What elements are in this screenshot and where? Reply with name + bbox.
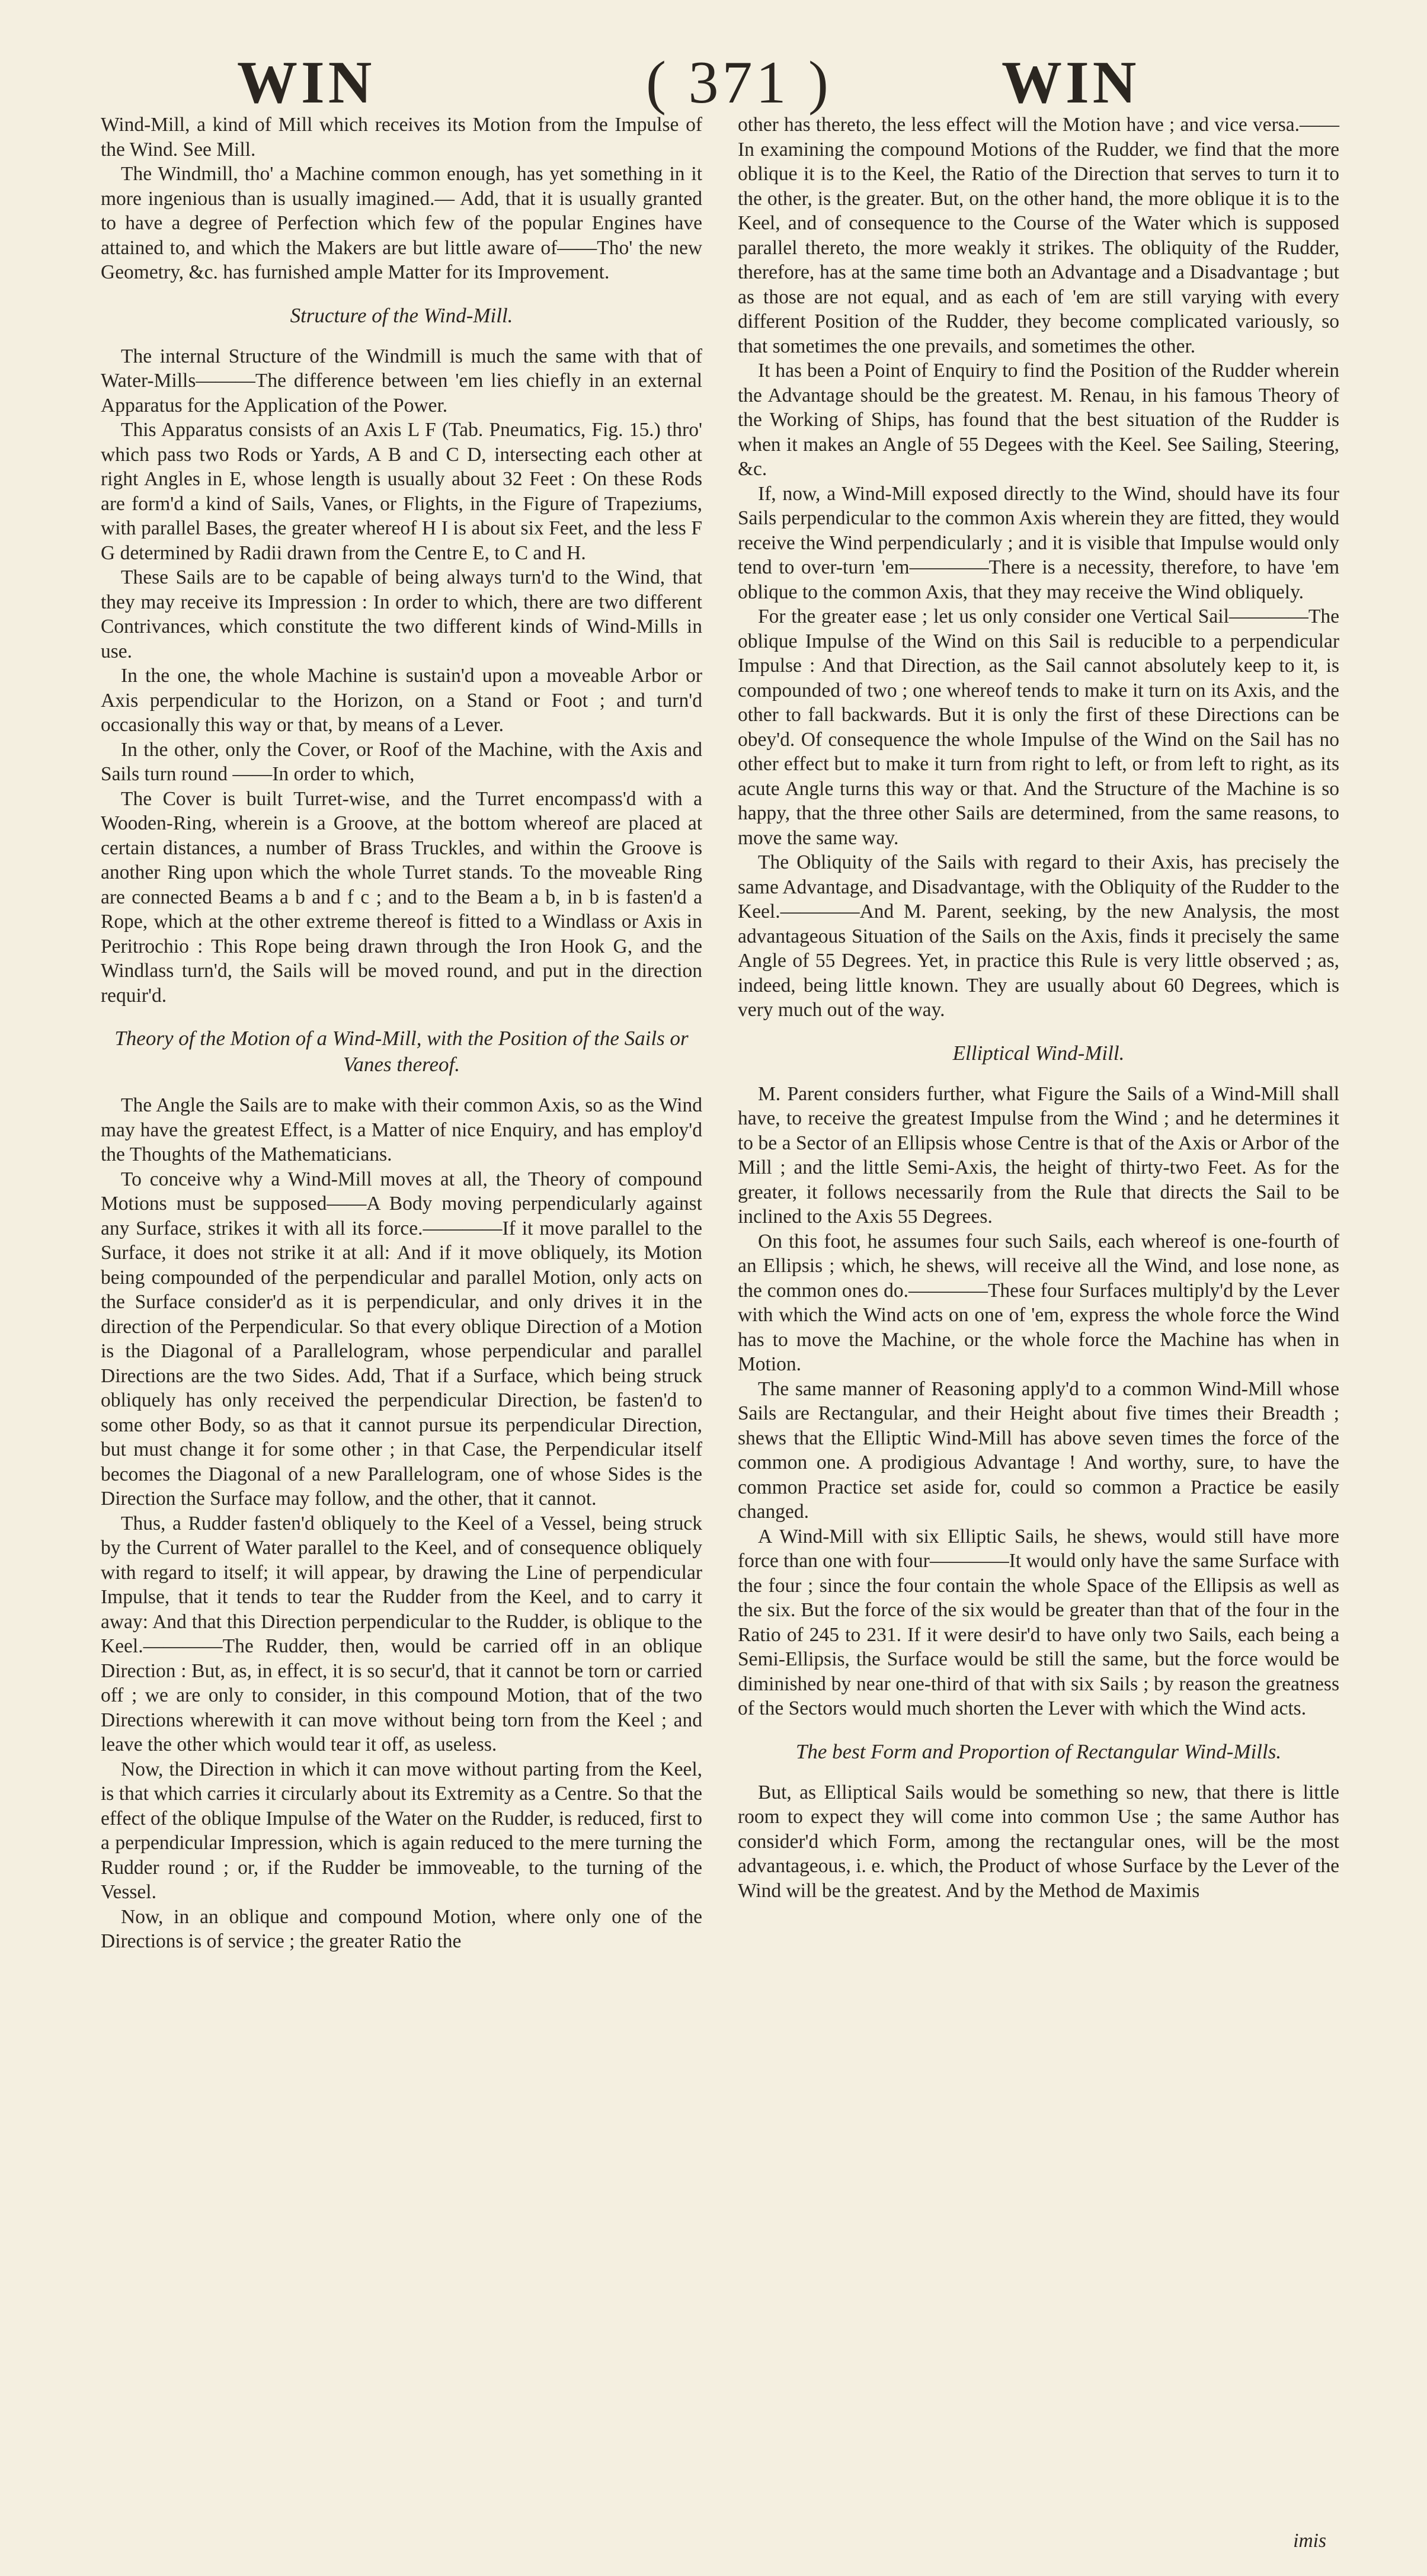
paragraph: Now, the Direction in which it can move without parting from the Keel, is that which carries it circularly about its Extremity as a Centre. So that the effect of the oblique Impulse of the Water on the Rudder, is reduced, first to a perpendicular Impression, which is again reduced to the mere turning the Rudder round ; or, if the Rudder be immoveable, to the turning of the Vessel. [101,1758,702,1903]
paragraph: In the other, only the Cover, or Roof of the Machine, with the Axis and Sails turn round ——In order to which, [101,738,702,785]
paragraph: Now, in an oblique and compound Motion, where only one of the Directions is of service ; the greater Ratio the [101,1905,702,1952]
paragraph: The same manner of Reasoning apply'd to a common Wind-Mill whose Sails are Rectangular, and their Height about five times their Breadth ; shews that the Elliptic Wind-Mill has above seven times the force of the common one. A prodigious Advantage ! And worthy, sure, to have the common Practice set aside for, could so common a Practice be easily changed. [738,1377,1339,1523]
page-number: ( 371 ) [646,49,832,116]
paragraph: To conceive why a Wind-Mill moves at all, the Theory of compound Motions must be supposed——A Body moving perpendicularly against any Surface, strikes it with all its force.————If it move parallel to the Surface, it does not strike it at all: And if it move obliquely, its Motion being compounded of the perpendicular and parallel Motion, only acts on the Surface consider'd as it is perpendicular, and only drives it in the direction of the Perpendicular. So that every oblique Direction of a Motion is the Diagonal of a Parallelogram, whose perpendicular and parallel Directions are the two Sides. Add, That if a Surface, which being struck obliquely has only received the perpendicular Direction, be fasten'd to some other Body, so as that it cannot pursue its perpendicular Direction, but must change it for some other ; in that Case, the Perpendicular itself becomes the Diagonal of a new Parallelogram, one of whose Sides is the Direction the Surface may follow, and the other, that it cannot. [101,1168,702,1510]
paragraph: other has thereto, the less effect will the Motion have ; and vice versa.——In examining the compound Motions of the Rudder, we find that the more oblique it is to the Keel, the Ratio of the Direction that serves to turn it to the other, is the greater. But, on the other hand, the more oblique it is to the Keel, and of consequence to the Course of the Water which is supposed parallel thereto, the more weakly it strikes. The obliquity of the Rudder, therefore, has at the same time both an Advantage and a Disadvantage ; but as those are not equal, and as each of 'em are still varying with every different Position of the Rudder, they become complicated variously, so that sometimes the one prevails, and sometimes the other. [738,114,1339,357]
paragraph: The Obliquity of the Sails with regard to their Axis, has precisely the same Advantage, and Disadvantage, with the Obliquity of the Rudder to the Keel.————And M. Parent, seeking, by the new Analysis, the most advantageous Situation of the Sails on the Axis, finds it precisely the same Angle of 55 Degrees. Yet, in practice this Rule is very little observed ; as, indeed, being little known. They are usually about 60 Degrees, which is very much out of the way. [738,851,1339,1021]
paragraph: Wind-Mill, a kind of Mill which receives its Motion from the Impulse of the Wind. See Mill. [101,114,702,161]
left-column [101,113,702,1954]
paragraph: Thus, a Rudder fasten'd obliquely to the Keel of a Vessel, being struck by the Current of Water parallel to the Keel, and of consequence obliquely with regard to itself; it will appear, by drawing the Line of perpendicular Impulse, that it tends to tear the Rudder from the Keel, and to carry it away: And that this Direction perpendicular to the Rudder, is oblique to the Keel.————The Rudder, then, would be carried off in an oblique Direction : But, as, in effect, it is so secur'd, that it cannot be torn or carried off ; we are only to consider, in this compound Motion, that of the two Directions wherewith it can move without being torn from the Keel ; and leave the other which would tear it off, as useless. [101,1512,702,1755]
paragraph: A Wind-Mill with six Elliptic Sails, he shews, would still have more force than one with four————It would only have the same Surface with the four ; since the four contain the whole Space of the Ellipsis as well as the six. But the force of the six would be greater than that of the four in the Ratio of 245 to 231. If it were desir'd to have only two Sails, each being a Semi-Ellipsis, the Surface would be still the same, but the force would be diminished by near one-third of that with six Sails ; by reason the greatness of the Sectors would much shorten the Lever with which the Wind acts. [738,1525,1339,1719]
catchword: imis [1293,2530,1326,2552]
paragraph: If, now, a Wind-Mill exposed directly to the Wind, should have its four Sails perpendicular to the common Axis wherein they are fitted, they would receive the Wind perpendicularly ; and it is visible that Impulse would only tend to over-turn 'em————There is a necessity, therefore, to have 'em oblique to the common Axis, that they may receive the Wind obliquely. [738,482,1339,603]
section-heading: Structure of the Wind-Mill. [290,303,513,327]
paragraph: For the greater ease ; let us only consider one Vertical Sail————The oblique Impulse of the Wind on this Sail is reducible to a perpendicular Impulse : And that Direction, as the Sail cannot absolutely keep to it, is compounded of two ; one whereof tends to make it turn on its Axis, and the other to fall backwards. But it is only the first of these Directions can be obey'd. Of consequence the whole Impulse of the Wind on the Sail has no other effect but to make it turn from right to left, or from left to right, as its acute Angle turns this way or that. And the Structure of the Machine is so happy, that the three other Sails are determined, from the same reasons, to move the same way. [738,605,1339,849]
paragraph: These Sails are to be capable of being always turn'd to the Wind, that they may receive its Impression : In order to which, there are two different Contrivances, which constitute the two different kinds of Wind-Mills in use. [101,566,702,662]
section-heading: The best Form and Proportion of Rectangular Wind-Mills. [795,1739,1282,1763]
section-heading: Elliptical Wind-Mill. [952,1041,1125,1065]
paragraph: In the one, the whole Machine is sustain'd upon a moveable Arbor or Axis perpendicular to the Horizon, on a Stand or Foot ; and turn'd occasionally this way or that, by means of a Lever. [101,665,702,736]
section-heading: Theory of the Motion of a Wind-Mill, with the Position of the Sails or Vanes thereof. [114,1027,689,1076]
paragraph: It has been a Point of Enquiry to find the Position of the Rudder wherein the Advantage should be the greatest. M. Renau, in his famous Theory of the Working of Ships, has found that the best situation of the Rudder is when it makes an Angle of 55 Degees with the Keel. See Sailing, Steering, &c. [738,360,1339,480]
paragraph: The Cover is built Turret-wise, and the Turret encompass'd with a Wooden-Ring, wherein is a Groove, at the bottom whereof are placed at certain distances, a number of Brass Truckles, and within the Groove is another Ring upon which the whole Turret stands. To the moveable Ring are connected Beams a b and f c ; and to the Beam a b, in b is fasten'd a Rope, which at the other extreme thereof is fitted to a Windlass or Axis in Peritrochio : This Rope being drawn through the Iron Hook G, and the Windlass turn'd, the Sails will be moved round, and put in the direction requir'd. [101,787,702,1007]
running-head-right: WIN [1002,49,1140,116]
paragraph: This Apparatus consists of an Axis L F (Tab. Pneumatics, Fig. 15.) thro' which pass two Rods or Yards, A B and C D, intersecting each other at right Angles in E, whose length is usually about 32 Feet : On these Rods are form'd a kind of Sails, Vanes, or Flights, in the Figure of Trapeziums, with parallel Bases, the greater whereof H I is about six Feet, and the less F G determined by Radii drawn from the Centre E, to C and H. [101,419,702,564]
paragraph: On this foot, he assumes four such Sails, each whereof is one-fourth of an Ellipsis ; which, he shews, will receive all the Wind, and lose none, as the common ones do.————These four Surfaces multiply'd by the Lever with which the Wind acts on one of 'em, express the whole force the Wind has to move the Machine, or the whole force the Machine has when in Motion. [738,1230,1339,1375]
paragraph: But, as Elliptical Sails would be something so new, that there is little room to expect they will come into common Use ; the same Author has consider'd which Form, among the rectangular ones, will be the most advantageous, i. e. which, the Product of whose Surface by the Lever of the Wind will be the greatest. And by the Method de Maximis [738,1781,1339,1902]
paragraph: The internal Structure of the Windmill is much the same with that of Water-Mills———The difference between 'em lies chiefly in an external Apparatus for the Application of the Power. [101,345,702,416]
paragraph: M. Parent considers further, what Figure the Sails of a Wind-Mill shall have, to receive the greatest Impulse from the Wind ; and he determines it to be a Sector of an Ellipsis whose Centre is that of the Axis or Arbor of the Mill ; and the little Semi-Axis, the height of thirty-two Feet. As for the greater, it follows necessarily from the Rule that directs the Sail to be inclined to the Axis 55 Degrees. [738,1082,1339,1228]
paragraph: The Angle the Sails are to make with their common Axis, so as the Wind may have the greatest Effect, is a Matter of nice Enquiry, and has employ'd the Thoughts of the Mathematicians. [101,1094,702,1165]
paragraph: The Windmill, tho' a Machine common enough, has yet something in it more ingenious than is usually imagined.— Add, that it is usually granted to have a degree of Perfection which few of the popular Engines have attained to, and which the Makers are but little aware of——Tho' the new Geometry, &c. has furnished ample Matter for its Improvement. [101,163,702,283]
running-head-left: WIN [237,49,376,116]
right-column [738,113,1339,1903]
